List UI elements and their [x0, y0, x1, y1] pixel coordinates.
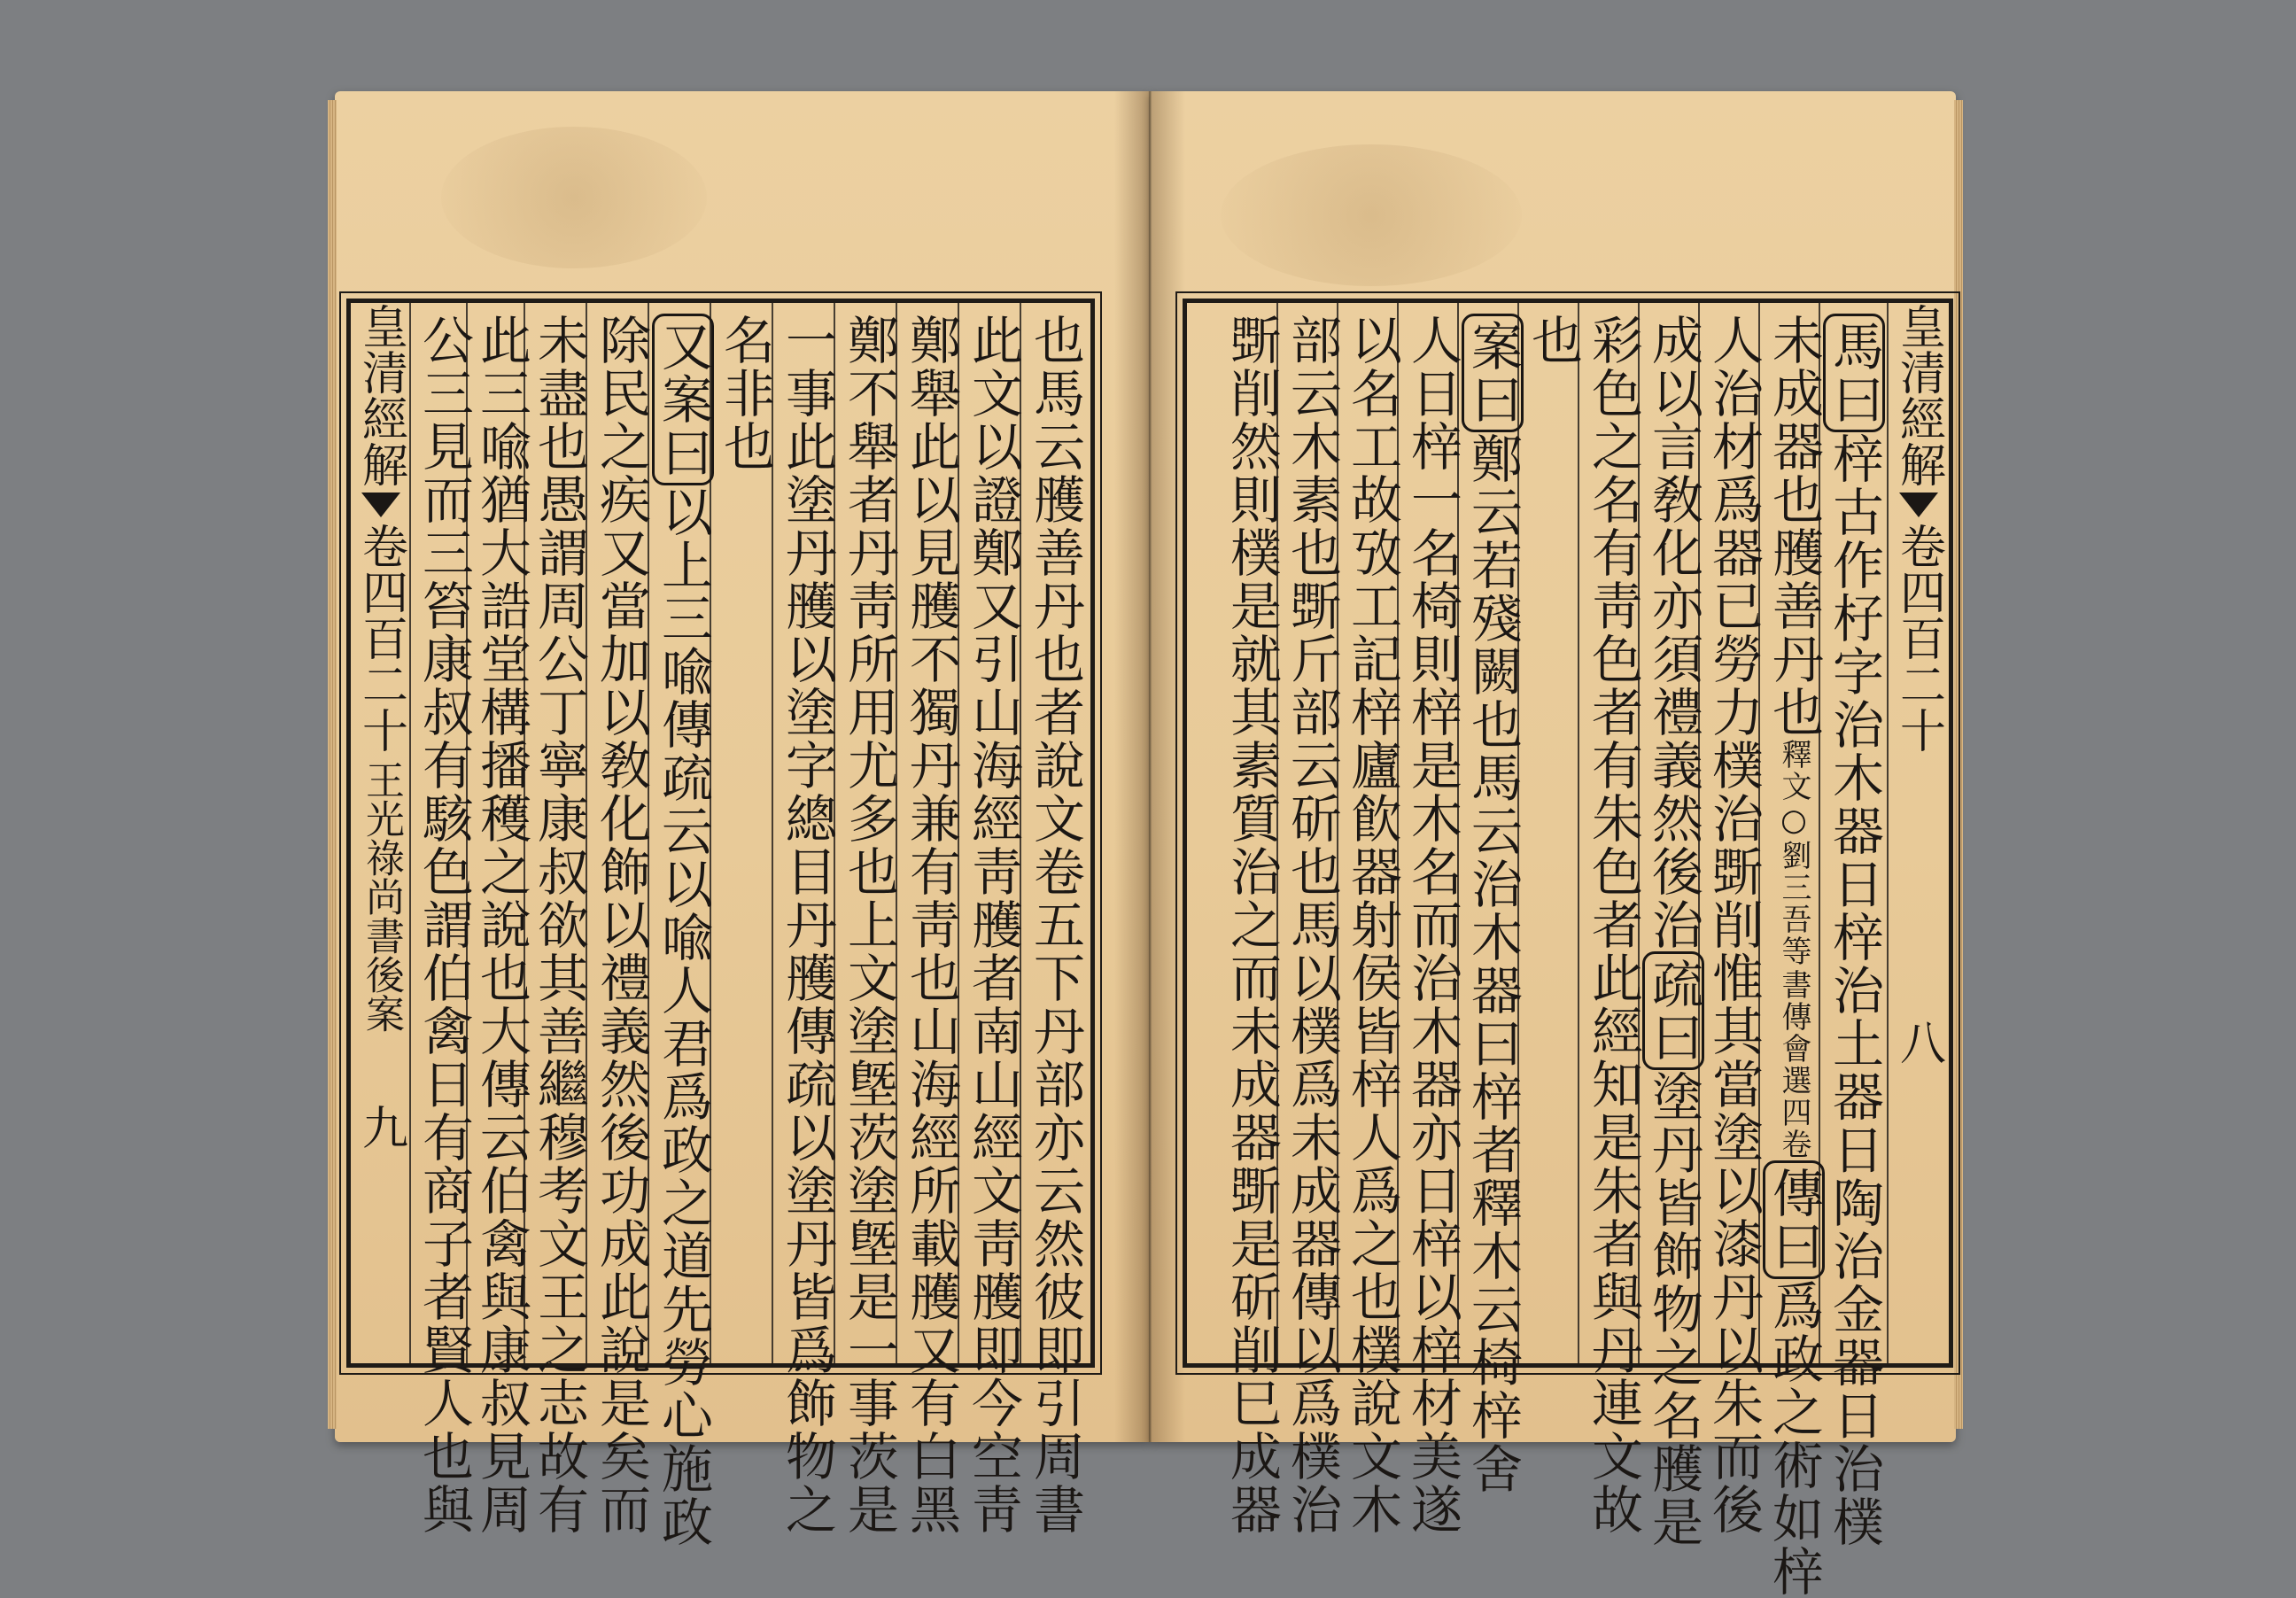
text-column-10: 此三喩猶大誥堂構播穫之說也大傳云伯禽與康叔見周 [471, 314, 531, 1536]
left-text-frame [346, 299, 1095, 1548]
left-page [335, 91, 1150, 1548]
marker-zhuan-yue: 傳曰 [1763, 1160, 1825, 1279]
text-column-5: 彩色之名有靑色者有朱色者此經知是朱者與丹連文故 [1583, 314, 1643, 1536]
column-rule [409, 303, 411, 1363]
text-column-8: 除民之疾又當加以敎化飾以禮義然後功成此說是矣而 [591, 314, 651, 1536]
leaf-number: 八 [1891, 1019, 1945, 1065]
marker-you-an-yue: 又案曰 [652, 314, 714, 485]
text-column-3: 鄭舉此以見雘不獨丹兼有靑也山海經所載雘又有白黑 [901, 314, 961, 1536]
book-title: 皇清經解 [353, 303, 407, 487]
section-title: 王光祿尚書後案 [359, 760, 404, 1033]
text-column-6: 名非也 [715, 314, 775, 473]
text-column-4 [1642, 314, 1704, 1548]
text-column-11: 公三見而三笞康叔有駭色謂伯禽日有商子者賢人也與 [414, 314, 474, 1536]
volume-number: 卷四百二十 [353, 523, 407, 753]
fishtail-mark-icon [361, 493, 400, 517]
book-title: 皇清經解 [1891, 303, 1945, 487]
paper-stain [1221, 144, 1522, 286]
right-text-frame [1183, 299, 1953, 1598]
column-7-text: 鄭云若殘闕也馬云治木器曰梓者釋木云椅梓舍 [1462, 432, 1523, 1495]
note-line-1: 釋文○劉三吾等 [1776, 739, 1811, 967]
marker-an-yue: 案曰 [1462, 314, 1524, 432]
paper-stain [441, 127, 707, 268]
page-edge-stack [1954, 100, 1963, 1429]
open-book [335, 91, 1956, 1598]
text-column-1 [1823, 314, 1885, 1548]
column-1-text: 梓古作杍字治木器日梓治土器日陶治金器日治樸 [1824, 432, 1884, 1548]
text-column-2 [1763, 314, 1825, 1598]
text-column-9: 以名工故攷工記梓廬飮器射侯皆梓人爲之也樸說文木 [1342, 314, 1402, 1536]
text-column-4: 鄭不舉者丹靑所用尤多也上文塗墍茨塗墍是一事茨是 [839, 314, 899, 1536]
text-column-1: 也馬云雘善丹也者說文卷五下丹部亦云然彼即引周書 [1025, 314, 1085, 1536]
page-edge-stack [328, 100, 337, 1429]
book-gutter [1114, 91, 1185, 1442]
column-2-tail: 爲政之術如梓 [1764, 1279, 1824, 1598]
column-4-tail: 塗丹皆飾物之名雘是 [1643, 1070, 1703, 1548]
text-column-3: 人治材爲器已勞力樸治斲削惟其當塗以漆丹以朱而後 [1703, 314, 1764, 1536]
marker-shu-yue: 疏曰 [1642, 951, 1704, 1070]
left-center-band [354, 303, 407, 1363]
column-rule [1887, 303, 1889, 1363]
column-7-text: 以上三喩傳疏云以喩人君爲政之道先勞心施政 [653, 485, 713, 1548]
right-center-band [1892, 303, 1945, 1363]
volume-number: 卷四百二十 [1891, 523, 1945, 753]
text-column-8: 人日梓一名椅則梓是木名而治木器亦日梓以梓材美遂 [1402, 314, 1462, 1536]
interlinear-note [1776, 739, 1811, 1160]
fishtail-mark-icon [1899, 493, 1938, 517]
text-column-10: 部云木素也斲斤部云斫也馬以樸爲未成器傳以爲樸治 [1282, 314, 1342, 1536]
column-rule [1578, 303, 1579, 1363]
text-column-7 [652, 314, 714, 1548]
text-column-11: 斲削然則樸是就其素質治之而未成器斲是斫削巳成器 [1222, 314, 1282, 1536]
column-2-text: 未成器也雘善丹也 [1764, 314, 1824, 739]
text-column-5: 一事此塗丹雘以塗字總目丹雘傳疏以塗丹皆爲飾物之 [777, 314, 837, 1536]
column-4-text: 成以言敎化亦須禮義然後治 [1643, 314, 1703, 951]
marker-ma-yue: 馬曰 [1823, 314, 1885, 432]
text-column-7 [1462, 314, 1524, 1495]
text-column-2: 此文以證鄭又引山海經靑雘者南山經文靑雘即今空靑 [963, 314, 1023, 1536]
leaf-number: 九 [353, 1104, 407, 1150]
text-column-9: 未盡也愚謂周公丁寧康叔欲其善繼穆考文王之志故有 [529, 314, 589, 1536]
note-line-2: 書傳會選四卷 [1776, 969, 1811, 1160]
text-column-6: 也 [1523, 314, 1583, 367]
